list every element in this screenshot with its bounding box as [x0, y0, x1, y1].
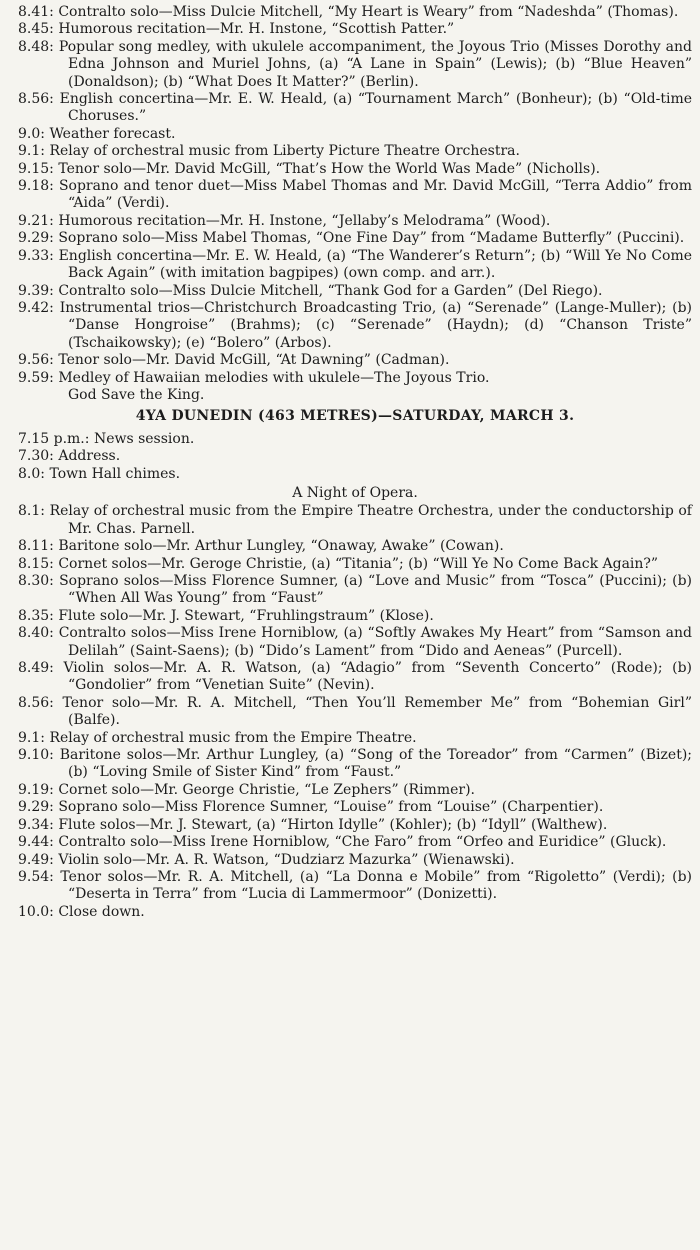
entry-time: 9.10: [18, 747, 54, 764]
entry-description: Soprano solos—Miss Florence Sumner, (a) “Love and Music” from “Tosca” (Puccini); (b) “When All Was Young” from “Faust” [59, 573, 693, 607]
entry-description: English concertina—Mr. E. W. Heald, (a) “Tournament March” (Bonheur); (b) “Old-time Choruses.” [59, 91, 693, 125]
entry-description: Instrumental trios—Christchurch Broadcasting Trio, (a) “Serenade” (Lange-Muller); (b) “Danse Hongroise” (Brahms); (c) “Serenade” (Haydn); (d) “Chanson Triste” (Tschaikowsky); (e) “Bolero” (Arbos). [59, 299, 693, 351]
entry-description: Address. [58, 448, 121, 465]
programme-entry [18, 370, 692, 387]
programme-entry [18, 126, 692, 143]
entry-time: 8.30: [18, 573, 54, 589]
programme-entry [18, 283, 692, 300]
programme-entry [18, 448, 692, 465]
entry-time: 9.19: [18, 781, 54, 798]
entry-description: Tenor solo—Mr. David McGill, “At Dawning” (Cadman). [58, 352, 450, 369]
entry-time: 8.56: [18, 694, 54, 711]
entry-time: 8.11: [18, 538, 54, 555]
entry-time: 8.15: [18, 555, 54, 572]
entry-description: Soprano solo—Miss Mabel Thomas, “One Fine Day” from “Madame Butterfly” (Puccini). [58, 230, 685, 247]
entry-time: 9.34: [18, 816, 54, 833]
entry-time: 9.56: [18, 352, 54, 369]
programme-entry [18, 230, 692, 247]
entry-time: 9.54: [18, 868, 54, 885]
entry-time: 9.29: [18, 799, 54, 816]
entry-description: Relay of orchestral music from Liberty Picture Theatre Orchestra. [49, 143, 520, 160]
programme-entry [18, 466, 692, 483]
programme-entry [18, 4, 692, 21]
entry-description: Contralto solos—Miss Irene Horniblow, (a) “Softly Awakes My Heart” from “Samson and Delilah” (Saint-Saens); (b) “Dido’s Lament” from “Dido and Aeneas” (Purcell). [58, 625, 692, 659]
entry-description: Flute solo—Mr. J. Stewart, “Fruhlingstraum” (Klose). [58, 607, 434, 624]
entry-time: 7.30: [18, 448, 54, 465]
entry-description: Popular song medley, with ukulele accompaniment, the Joyous Trio (Misses Dorothy and Edna Johnson and Muriel Johns, (a) “A Lane in Spain” (Lewis); (b) “Blue Heaven” (Donaldson); (b) “What Does It Matter?” (Berlin). [58, 38, 692, 90]
programme-entry [18, 730, 692, 747]
entry-description: Tenor solos—Mr. R. A. Mitchell, (a) “La Donna e Mobile” from “Rigoletto” (Verdi); (b) “Deserta in Terra” from “Lucia di Lammermoor” (Donizetti). [60, 868, 693, 903]
programme-entry [18, 573, 692, 608]
entry-description: Town Hall chimes. [49, 465, 181, 482]
entry-time: 8.49: [18, 660, 54, 677]
entry-description: News session. [93, 430, 195, 447]
entry-description: Medley of Hawaiian melodies with ukulele—The Joyous Trio. [58, 369, 490, 386]
entry-description: Contralto solo—Miss Dulcie Mitchell, “My Heart is Weary” from “Nadeshda” (Thomas). [58, 4, 679, 20]
programme-entry [18, 625, 692, 660]
programme-entry [18, 431, 692, 448]
programme-entry [18, 869, 692, 904]
entry-time: 9.42: [18, 299, 54, 316]
programme-entry [18, 817, 692, 834]
section2-entries-b [18, 503, 692, 921]
station-heading: 4YA DUNEDIN (463 METRES)—SATURDAY, MARCH 3. [135, 408, 575, 425]
entry-time: 8.41: [18, 4, 54, 20]
entry-time: 8.1: [18, 503, 45, 520]
entry-description: Baritone solos—Mr. Arthur Lungley, (a) “Song of the Toreador” from “Carmen” (Bizet); (b) “Loving Smile of Sister Kind” from “Faust.” [59, 747, 692, 781]
programme-subheading: A Night of Opera. [292, 484, 418, 501]
entry-time: 9.15: [18, 160, 54, 177]
entry-time: 9.18: [18, 178, 54, 195]
entry-time: 9.44: [18, 834, 54, 851]
entry-description: Cornet solos—Mr. Geroge Christie, (a) “Titania”; (b) “Will Ye No Come Back Again?” [58, 555, 659, 572]
entry-time: 9.21: [18, 212, 54, 229]
section1-entries [18, 4, 692, 387]
programme-entry [18, 248, 692, 283]
entry-description: Violin solo—Mr. A. R. Watson, “Dudziarz Mazurka” (Wienawski). [58, 851, 515, 868]
entry-description: Soprano and tenor duet—Miss Mabel Thomas and Mr. David McGill, “Terra Addio” from “Aida” (Verdi). [58, 178, 693, 212]
entry-description: Close down. [58, 903, 145, 920]
programme-entry [18, 799, 692, 816]
entry-time: 9.33: [18, 247, 54, 264]
programme-entry [18, 834, 692, 851]
programme-entry [18, 782, 692, 799]
entry-time: 9.49: [18, 851, 54, 868]
entry-description: Tenor solo—Mr. R. A. Mitchell, “Then You’ll Remember Me” from “Bohemian Girl” (Balfe). [62, 694, 692, 729]
entry-description: English concertina—Mr. E. W. Heald, (a) “The Wanderer’s Return”; (b) “Will Ye No Come Back Again” (with imitation bagpipes) (own comp. and arr.). [58, 247, 692, 282]
section2-entries-a [18, 431, 692, 483]
programme-entry [18, 161, 692, 178]
entry-time: 9.1: [18, 729, 45, 746]
entry-description: Flute solos—Mr. J. Stewart, (a) “Hirton Idylle” (Kohler); (b) “Idyll” (Walthew). [58, 816, 608, 833]
entry-description: Soprano solo—Miss Florence Sumner, “Louise” from “Louise” (Charpentier). [58, 799, 604, 816]
entry-time: 8.45: [18, 21, 54, 38]
programme-entry [18, 300, 692, 352]
entry-time: 9.1: [18, 143, 45, 160]
entry-description: Baritone solo—Mr. Arthur Lungley, “Onaway, Awake” (Cowan). [58, 538, 504, 555]
programme-entry [18, 747, 692, 782]
entry-description: Tenor solo—Mr. David McGill, “That’s How the World Was Made” (Nicholls). [58, 160, 601, 177]
entry-time: 8.56: [18, 91, 54, 108]
programme-entry [18, 695, 692, 730]
entry-description: Relay of orchestral music from the Empire Theatre Orchestra, under the conductorship of Mr. Chas. Parnell. [49, 503, 692, 537]
programme-entry [18, 91, 692, 126]
entry-time: 9.39: [18, 282, 54, 299]
entry-description: Weather forecast. [49, 125, 176, 142]
programme-entry [18, 660, 692, 695]
entry-time: 8.35: [18, 607, 54, 624]
entry-description: Contralto solo—Miss Dulcie Mitchell, “Thank God for a Garden” (Del Riego). [58, 282, 603, 299]
programme-entry [18, 21, 692, 38]
entry-time: 8.48: [18, 38, 54, 55]
programme-entry [18, 556, 692, 573]
entry-time: 9.59: [18, 369, 54, 386]
programme-entry [18, 904, 692, 921]
entry-description: Cornet solo—Mr. George Christie, “Le Zephers” (Rimmer). [58, 781, 475, 798]
entry-time: 9.0: [18, 125, 45, 142]
entry-description: Contralto solo—Miss Irene Horniblow, “Che Faro” from “Orfeo and Euridice” (Gluck). [58, 834, 667, 851]
entry-time: 10.0: [18, 903, 54, 920]
entry-description: Relay of orchestral music from the Empire Theatre. [49, 729, 417, 746]
programme-entry [18, 213, 692, 230]
entry-time: 8.0: [18, 465, 45, 482]
entry-time: 8.40: [18, 625, 54, 642]
closing-line: God Save the King. [68, 386, 205, 403]
entry-description: Violin solos—Mr. A. R. Watson, (a) “Adagio” from “Seventh Concerto” (Rode); (b) “Gondolier” from “Venetian Suite” (Nevin). [63, 660, 693, 694]
programme-entry [18, 143, 692, 160]
programme-entry [18, 352, 692, 369]
entry-time: 9.29: [18, 230, 54, 247]
programme-entry [18, 608, 692, 625]
entry-description: Humorous recitation—Mr. H. Instone, “Jellaby’s Melodrama” (Wood). [58, 212, 551, 229]
entry-description: Humorous recitation—Mr. H. Instone, “Scottish Patter.” [58, 21, 455, 38]
programme-entry [18, 538, 692, 555]
entry-time: 7.15 p.m.: [18, 430, 90, 447]
programme-entry [18, 178, 692, 213]
programme-entry [18, 503, 692, 538]
programme-entry [18, 39, 692, 91]
programme-entry [18, 852, 692, 869]
